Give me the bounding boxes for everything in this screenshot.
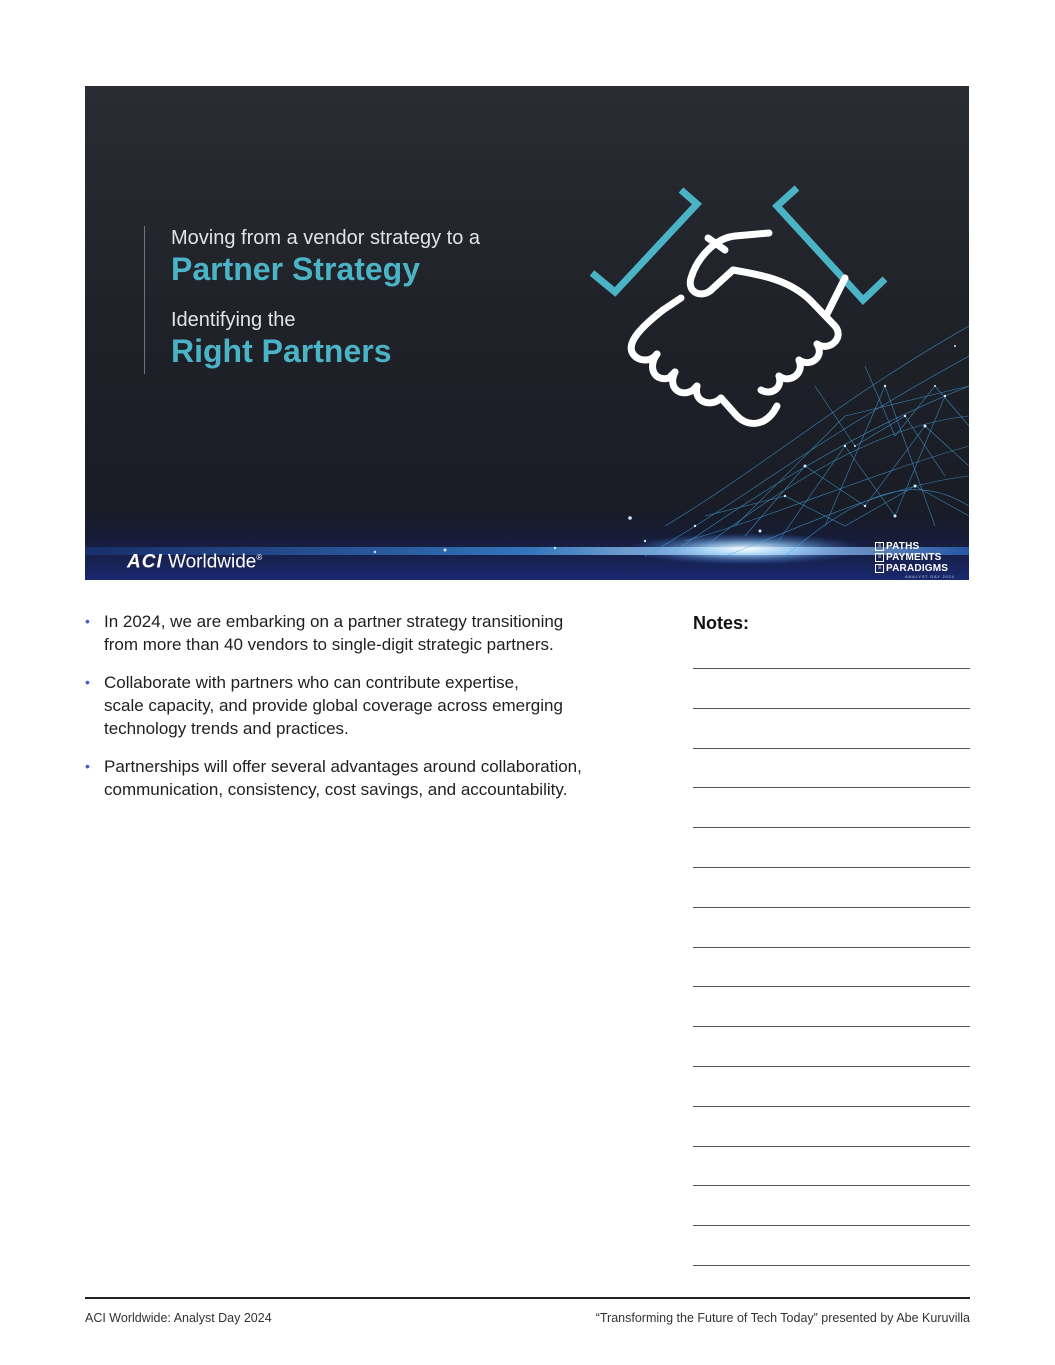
- registered-mark: ®: [256, 553, 263, 562]
- title-spacer: [171, 288, 480, 308]
- note-line: [693, 1026, 970, 1027]
- slide-heading-1: Partner Strategy: [171, 251, 420, 287]
- note-line: [693, 1066, 970, 1067]
- ppp-line: [875, 541, 965, 552]
- note-line: [693, 947, 970, 948]
- ppp-box-icon: ≡: [875, 542, 884, 551]
- bullet-icon: •: [85, 613, 90, 629]
- note-line: [693, 1146, 970, 1147]
- ppp-line-text: PATHS: [886, 541, 920, 552]
- note-line: [693, 1106, 970, 1107]
- slide-image: [85, 86, 969, 580]
- bullet-text: Partnerships will offer several advantages around collaboration, communication, consistency, cost savings, and accountability.: [104, 757, 582, 799]
- bullet-icon: •: [85, 674, 90, 690]
- note-line: [693, 748, 970, 749]
- footer-presentation: “Transforming the Future of Tech Today” presented by Abe Kuruvilla: [595, 1311, 970, 1325]
- slide-heading-2: Right Partners: [171, 333, 392, 369]
- footer-event: ACI Worldwide: Analyst Day 2024: [85, 1311, 272, 1325]
- footer-divider: [85, 1297, 970, 1299]
- bullet-list: [85, 610, 645, 816]
- handshake-icon: [631, 233, 845, 423]
- slide-title-block: [144, 226, 480, 374]
- light-flare: [625, 533, 865, 565]
- ppp-line: [875, 563, 965, 574]
- ppp-line-text: PAYMENTS: [886, 552, 942, 563]
- note-line: [693, 907, 970, 908]
- note-line: [693, 708, 970, 709]
- slide-subtitle-2: Identifying the: [171, 309, 296, 331]
- bullet-item: [85, 671, 645, 740]
- bracket-left-icon: [592, 190, 697, 292]
- note-line: [693, 668, 970, 669]
- bullet-item: [85, 610, 645, 656]
- bullet-text: In 2024, we are embarking on a partner strategy transitioning from more than 40 vendors to single-digit strategic partners.: [104, 612, 564, 654]
- bullet-icon: •: [85, 758, 90, 774]
- note-line: [693, 986, 970, 987]
- paths-payments-paradigms-logo: [875, 541, 965, 580]
- note-line: [693, 867, 970, 868]
- ppp-box-icon: ≡: [875, 564, 884, 573]
- aci-logo-word: Worldwide: [168, 551, 257, 573]
- aci-logo-mark: ACI: [127, 551, 163, 573]
- note-line: [693, 787, 970, 788]
- note-line: [693, 1265, 970, 1266]
- note-line: [693, 827, 970, 828]
- notes-label: Notes:: [693, 613, 750, 633]
- bullet-text: Collaborate with partners who can contribute expertise, scale capacity, and provide global coverage across emerging technology trends and practices.: [104, 673, 563, 738]
- notes-lines: [693, 668, 970, 1305]
- bracket-right-icon: [777, 188, 885, 300]
- note-line: [693, 1225, 970, 1226]
- aci-worldwide-logo: [127, 547, 262, 573]
- ppp-tagline: ANALYST DAY 2024: [905, 574, 955, 579]
- notes-section: [693, 612, 970, 634]
- ppp-box-icon: ≡: [875, 553, 884, 562]
- ppp-line-text: PARADIGMS: [886, 563, 949, 574]
- ppp-line: [875, 552, 965, 563]
- slide-subtitle-1: Moving from a vendor strategy to a: [171, 227, 481, 249]
- note-line: [693, 1185, 970, 1186]
- bullet-item: [85, 755, 645, 801]
